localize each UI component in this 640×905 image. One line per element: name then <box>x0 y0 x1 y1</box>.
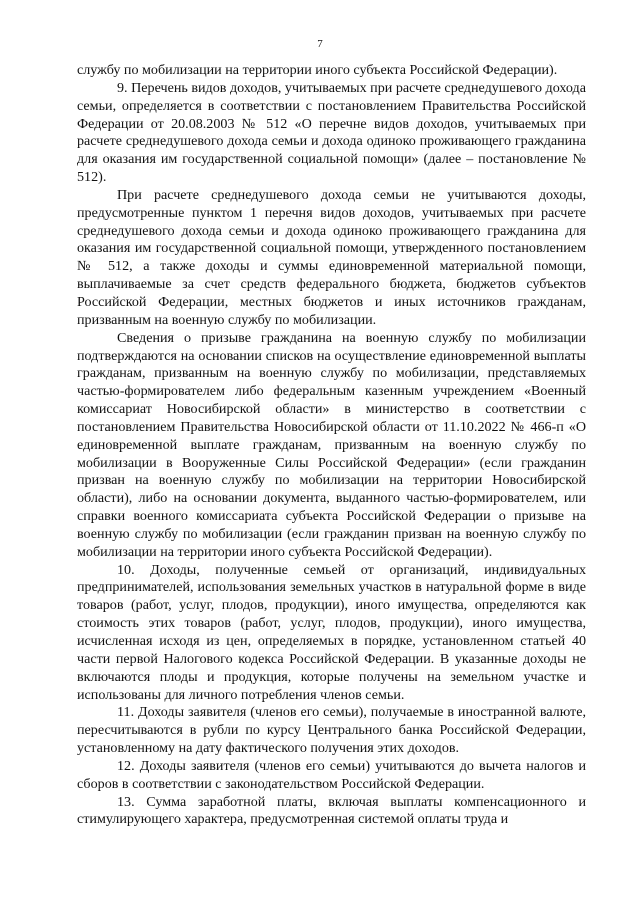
paragraph-income-exclusions: При расчете среднедушевого дохода семьи не учитываются доходы, предусмотренные пунктом 1 перечня видов доходов, учитываемых при расчете среднедушевого дохода семьи и дохода одиноко проживающего гражданина для оказания им государственной социальной помощи, утвержденного постановлением № 512, а также доходы и суммы единовременной материальной помощи, выплачиваемые за счет средств федерального бюджета, бюджетов субъектов Российской Федерации, местных бюджетов и иных источников гражданам, призванным на военную службу по мобилизации. <box>77 186 586 328</box>
page-number: 7 <box>317 38 323 50</box>
paragraph-mobilization-evidence: Сведения о призыве гражданина на военную службу по мобилизации подтверждаются на основании списков на осуществление единовременной выплаты гражданам, призванным на военную службу по мобилизации, представляемых частью-формирователем либо федеральным казенным учреждением «Военный комиссариат Новосибирской области» в министерство в соответствии с постановлением Правительства Новосибирской области от 11.10.2022 № 466-п «О единовременной выплате гражданам, призванным на военную службу по мобилизации в Вооруженные Силы Российской Федерации» (если гражданин призван на военную службу по мобилизации на территории Новосибирской области), либо на основании документа, выданного частью-формирователем, или справки военного комиссариата субъекта Российской Федерации о призыве на военную службу по мобилизации (если гражданин призван на военную службу по мобилизации на территории иного субъекта Российской Федерации). <box>77 329 586 560</box>
document-body <box>77 62 586 829</box>
paragraph-item-12: 12. Доходы заявителя (членов его семьи) учитываются до вычета налогов и сборов в соответствии с законодательством Российской Федерации. <box>77 757 586 792</box>
paragraph-item-11: 11. Доходы заявителя (членов его семьи), получаемые в иностранной валюте, пересчитываются в рубли по курсу Центрального банка Российской Федерации, установленному на дату фактического получения этих доходов. <box>77 704 586 757</box>
paragraph-item-10: 10. Доходы, полученные семьей от организаций, индивидуальных предпринимателей, использования земельных участков в натуральной форме в виде товаров (работ, услуг, плодов, продукции), иного имущества, определяются как стоимость этих товаров (работ, услуг, плодов, продукции), иного имущества, исчисленная исходя из цен, определяемых в порядке, установленном статьей 40 части первой Налогового кодекса Российской Федерации. В указанные доходы не включаются плоды и продукция, которые получены на земельном участке и использованы для личного потребления членов семьи. <box>77 561 586 703</box>
paragraph-item-13: 13. Сумма заработной платы, включая выплаты компенсационного и стимулирующего характера, предусмотренная системой оплаты труда и <box>77 793 586 828</box>
paragraph-item-9: 9. Перечень видов доходов, учитываемых при расчете среднедушевого дохода семьи, определяется в соответствии с постановлением Правительства Российской Федерации от 20.08.2003 № 512 «О перечне видов доходов, учитываемых при расчете среднедушевого дохода семьи и дохода одиноко проживающего гражданина для оказания им государственной социальной помощи» (далее – постановление № 512). <box>77 79 586 186</box>
paragraph-continuation: службу по мобилизации на территории иного субъекта Российской Федерации). <box>77 62 558 78</box>
